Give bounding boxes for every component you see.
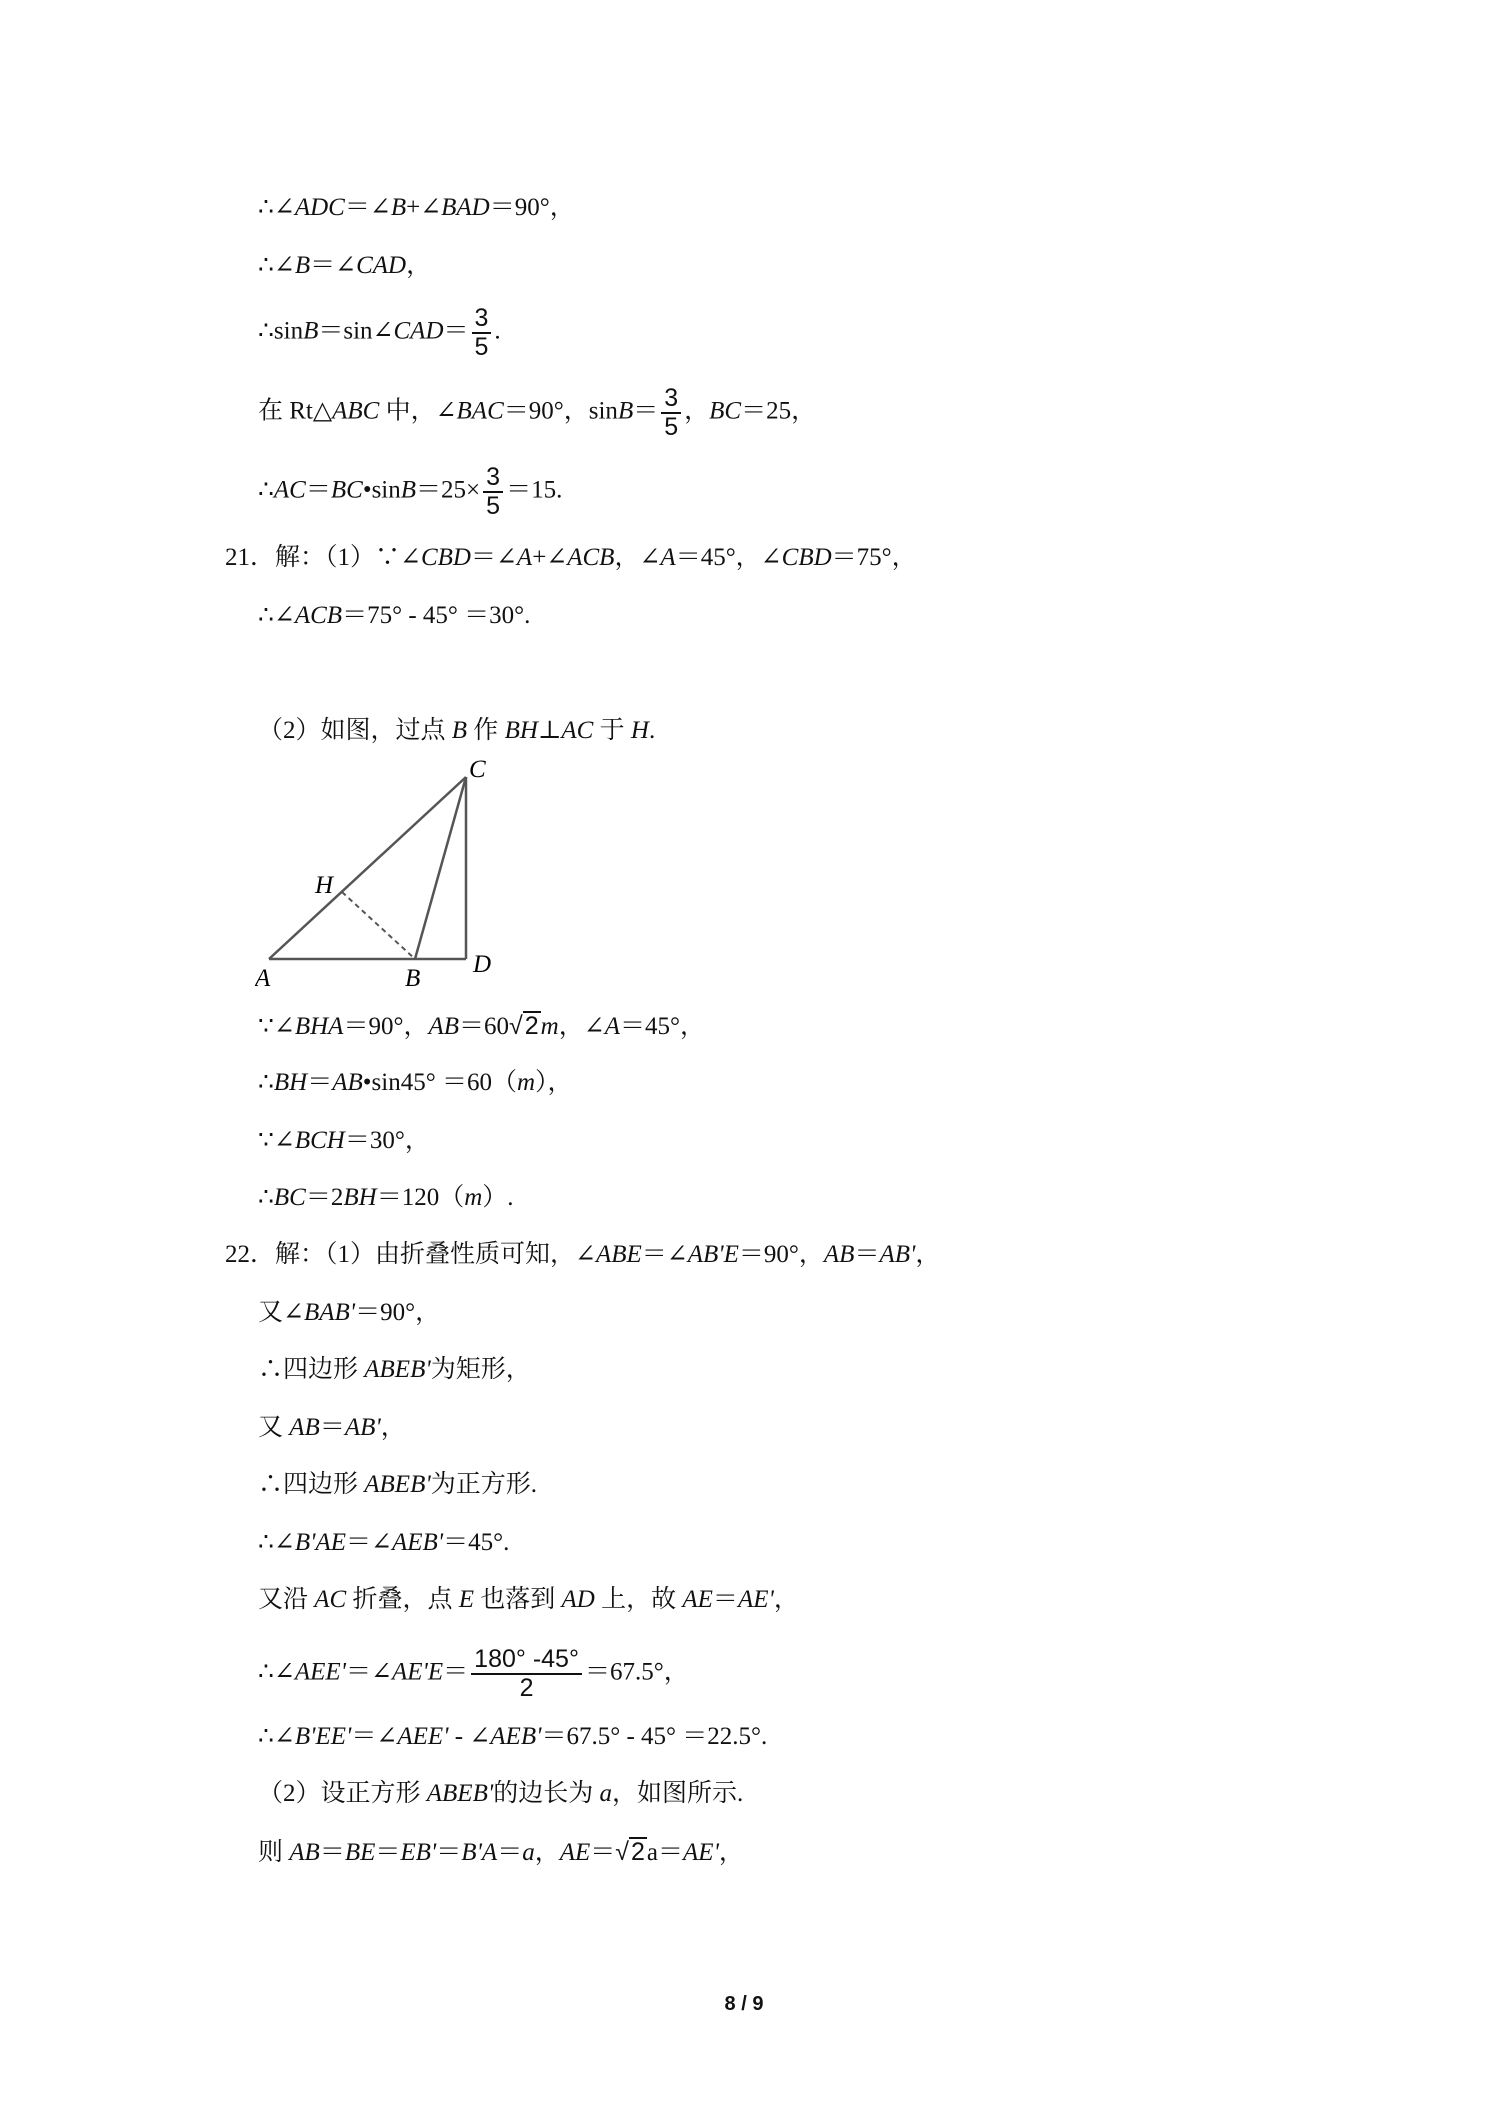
segment-bc [415, 777, 466, 959]
solution-line: 则 AB＝BE＝EB'＝B'A＝a，AE＝√2a＝AE'， [258, 1835, 744, 1870]
solution-line: 又沿 AC 折叠，点 E 也落到 AD 上，故 AE＝AE'， [258, 1586, 799, 1613]
solution-line: ∴∠B'AE＝∠AEB'＝45°. [258, 1529, 510, 1556]
solution-line: ∴sinB＝sin∠CAD＝ $\frac{3}{5}$ . [258, 304, 501, 361]
solution-line: ∴∠B'EE'＝∠AEE' - ∠AEB'＝67.5° - 45° ＝22.5°. [258, 1723, 768, 1750]
segment-ac [269, 777, 466, 959]
solution-line: （2）如图，过点 B 作 BH⊥AC 于 H. [258, 717, 656, 744]
fraction: $\frac{3}{5}$ [472, 305, 492, 361]
solution-line: 又∠BAB'＝90°， [258, 1299, 441, 1326]
triangle-figure [255, 760, 515, 1005]
segment-bh [342, 892, 415, 959]
fraction: $\frac{180^\circ -45^\circ}{2}$ [471, 1646, 582, 1702]
solution-line: 在 Rt△ABC 中，∠BAC＝90°，sinB＝ $\frac{3}{5}$ ，BC＝25， [258, 384, 817, 441]
solution-line: ∴BC＝2BH＝120（m）. [258, 1184, 514, 1211]
solution-line: ∴四边形 ABEB'为正方形. [258, 1471, 537, 1498]
solution-line: ∴∠ADC＝∠B+∠BAD＝90°， [258, 194, 575, 221]
label-c: C [469, 760, 486, 783]
sqrt-expression: √2 [615, 1838, 645, 1866]
label-d: D [473, 951, 492, 978]
solution-line: ∴四边形 ABEB'为矩形， [258, 1356, 531, 1383]
label-a: A [255, 965, 271, 992]
label-b: B [405, 965, 421, 992]
solution-line: ∴AC＝BC•sinB＝25× $\frac{3}{5}$ ＝15. [258, 463, 563, 520]
label-h: H [315, 872, 334, 899]
solution-line: （2）设正方形 ABEB'的边长为 a，如图所示. [258, 1780, 744, 1807]
solution-line: ∴BH＝AB•sin45° ＝60（m）， [258, 1069, 573, 1096]
solution-line: ∴∠AEE'＝∠AE'E＝ $\frac{180^\circ -45^\circ}{2}$ ＝67.5°， [258, 1645, 689, 1702]
fraction: $\frac{3}{5}$ [483, 464, 503, 520]
page-number: 8 / 9 [724, 1993, 764, 2015]
problem-22-line: 22．解：（1）由折叠性质可知，∠ABE＝∠AB'E＝90°，AB＝AB'， [225, 1241, 941, 1268]
triangle-diagram [255, 760, 515, 1000]
solution-line: ∴∠ACB＝75° - 45° ＝30°. [258, 602, 531, 629]
solution-line: 又 AB＝AB'， [258, 1414, 406, 1441]
solution-line: ∵∠BCH＝30°， [258, 1127, 430, 1154]
fraction: $\frac{3}{5}$ [661, 385, 681, 441]
solution-line: ∴∠B＝∠CAD， [258, 252, 432, 279]
problem-21-line: 21．解：（1）∵∠CBD＝∠A+∠ACB，∠A＝45°，∠CBD＝75°， [225, 544, 917, 571]
solution-line: ∵∠BHA＝90°，AB＝60√2m，∠A＝45°， [258, 1009, 705, 1044]
sqrt-expression: √2 [509, 1012, 539, 1040]
